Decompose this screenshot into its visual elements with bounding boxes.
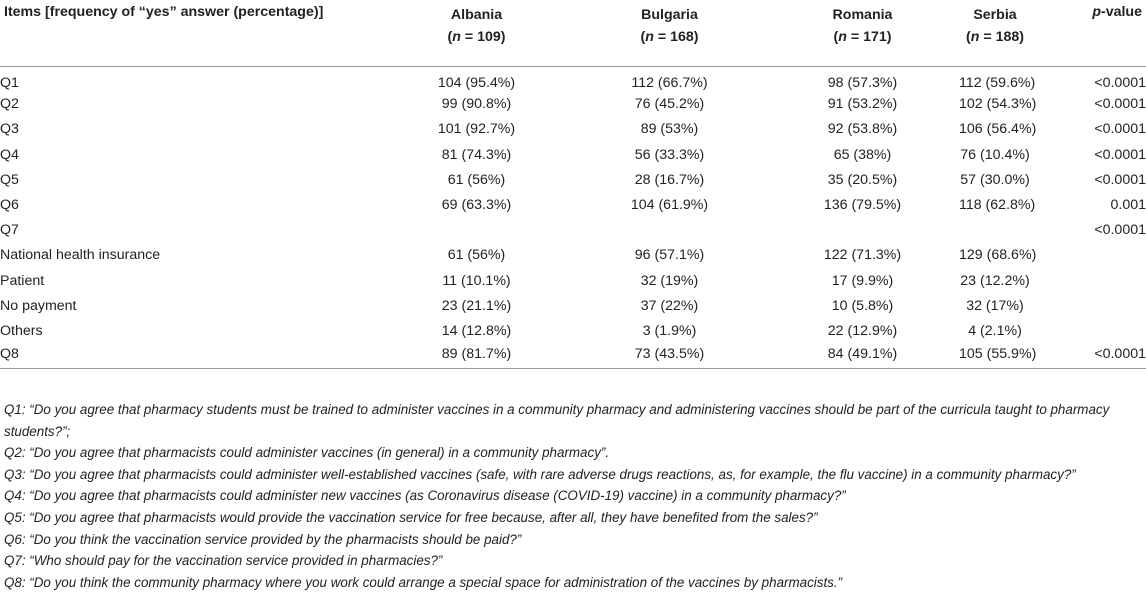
item-cell: Q5 bbox=[0, 171, 19, 188]
sample-size bbox=[766, 26, 959, 48]
table-row bbox=[0, 293, 1146, 318]
header-row bbox=[0, 4, 1146, 67]
item-cell: Q7 bbox=[0, 222, 19, 239]
bulgaria-cell bbox=[573, 218, 766, 243]
footnote: Q4: “Do you agree that pharmacists could administer new vaccines (as Coronavirus disease (COVID-19) vaccine) in a community pharmacy?” bbox=[4, 488, 846, 504]
albania-cell bbox=[380, 218, 573, 243]
bulgaria-cell: 32 (19%) bbox=[640, 272, 699, 289]
pvalue-cell bbox=[1031, 268, 1146, 293]
serbia-cell: 57 (30.0%) bbox=[960, 171, 1030, 188]
romania-cell: 92 (53.8%) bbox=[827, 121, 898, 138]
item-cell: Q4 bbox=[0, 146, 19, 163]
country-header-serbia bbox=[959, 4, 1031, 67]
albania-cell: 81 (74.3%) bbox=[441, 146, 512, 163]
pvalue-rest: -value bbox=[1100, 4, 1142, 20]
footnote: Q3: “Do you agree that pharmacists could administer well-established vaccines (safe, with rare adverse drugs reactions, as, for example, the flu vaccine) in a community pharmacy?” bbox=[4, 466, 1076, 482]
country-name: Bulgaria bbox=[641, 7, 698, 23]
bulgaria-cell: 96 (57.1%) bbox=[634, 247, 705, 264]
item-cell: Q2 bbox=[0, 96, 19, 113]
sample-size bbox=[380, 26, 573, 48]
romania-cell: 136 (79.5%) bbox=[823, 197, 902, 214]
romania-cell: 91 (53.2%) bbox=[827, 96, 898, 113]
bulgaria-cell: 3 (1.9%) bbox=[642, 322, 697, 339]
serbia-cell: 118 (62.8%) bbox=[959, 197, 1036, 214]
bulgaria-cell: 104 (61.9%) bbox=[630, 197, 709, 214]
results-table bbox=[0, 4, 1146, 369]
romania-cell: 122 (71.3%) bbox=[823, 247, 902, 264]
item-cell: Q1 bbox=[0, 75, 19, 92]
footnote: Q8: “Do you think the community pharmacy where you work could arrange a special space for administration of the vaccines by pharmacists.” bbox=[4, 574, 843, 590]
table-row bbox=[0, 344, 1146, 369]
pvalue-p: p bbox=[1092, 4, 1101, 20]
bulgaria-cell: 56 (33.3%) bbox=[634, 146, 705, 163]
sample-size bbox=[959, 26, 1031, 48]
romania-cell: 84 (49.1%) bbox=[827, 345, 898, 362]
romania-cell: 65 (38%) bbox=[833, 146, 892, 163]
table-row bbox=[0, 142, 1146, 167]
albania-cell: 99 (90.8%) bbox=[441, 96, 512, 113]
table-row bbox=[0, 67, 1146, 92]
serbia-cell: 106 (56.4%) bbox=[959, 121, 1037, 138]
n-value: = 168) bbox=[653, 29, 699, 45]
item-cell: Q8 bbox=[0, 345, 19, 362]
romania-cell: 98 (57.3%) bbox=[827, 75, 898, 92]
item-cell: Q3 bbox=[0, 121, 19, 138]
albania-cell: 14 (12.8%) bbox=[441, 322, 512, 339]
albania-cell: 11 (10.1%) bbox=[442, 272, 511, 289]
n-value: = 188) bbox=[979, 29, 1024, 45]
serbia-cell bbox=[959, 218, 1031, 243]
n-symbol: n bbox=[452, 29, 461, 45]
footnote: Q5: “Do you agree that pharmacists would provide the vaccination service for free because, after all, they have benefited from the sales?” bbox=[4, 509, 818, 525]
table-header bbox=[0, 4, 1146, 67]
albania-cell: 61 (56%) bbox=[447, 247, 506, 264]
pvalue-cell: <0.0001 bbox=[1094, 171, 1146, 188]
pvalue-cell: <0.0001 bbox=[1094, 75, 1146, 92]
serbia-cell: 32 (17%) bbox=[966, 297, 1024, 314]
serbia-cell: 112 (59.6%) bbox=[959, 75, 1036, 92]
bulgaria-cell: 76 (45.2%) bbox=[634, 96, 705, 113]
bulgaria-cell: 28 (16.7%) bbox=[634, 171, 705, 188]
pvalue-cell: <0.0001 bbox=[1094, 121, 1146, 138]
item-cell: Patient bbox=[0, 272, 45, 289]
serbia-cell: 129 (68.6%) bbox=[959, 247, 1037, 264]
footnote: Q1: “Do you agree that pharmacy students must be trained to administer vaccines in a community pharmacy and administering vaccines should be part of the curricula taught to pharmacy students?”; bbox=[4, 402, 1110, 439]
country-name: Romania bbox=[832, 7, 893, 23]
albania-cell: 101 (92.7%) bbox=[437, 121, 516, 138]
serbia-cell: 105 (55.9%) bbox=[959, 345, 1037, 362]
romania-cell: 22 (12.9%) bbox=[827, 322, 898, 339]
bulgaria-cell: 37 (22%) bbox=[640, 297, 699, 314]
paren-open: ( bbox=[966, 29, 971, 45]
items-header: Items [frequency of “yes” answer (percentage)] bbox=[4, 4, 324, 20]
footnote: Q7: “Who should pay for the vaccination service provided in pharmacies?” bbox=[4, 553, 443, 569]
pvalue-cell bbox=[1031, 318, 1146, 343]
bulgaria-cell: 89 (53%) bbox=[640, 121, 699, 138]
country-name: Serbia bbox=[973, 7, 1017, 23]
table-row bbox=[0, 167, 1146, 192]
serbia-cell: 4 (2.1%) bbox=[968, 322, 1022, 339]
serbia-cell: 76 (10.4%) bbox=[960, 146, 1030, 163]
pvalue-cell: 0.001 bbox=[1110, 197, 1146, 214]
n-symbol: n bbox=[838, 29, 847, 45]
albania-cell: 61 (56%) bbox=[447, 171, 506, 188]
table-row bbox=[0, 192, 1146, 217]
country-header-romania bbox=[766, 4, 959, 67]
paren-open: ( bbox=[833, 29, 839, 45]
table-row bbox=[0, 268, 1146, 293]
sample-size bbox=[573, 26, 766, 48]
albania-cell: 23 (21.1%) bbox=[441, 297, 512, 314]
n-symbol: n bbox=[970, 29, 980, 45]
pvalue-cell: <0.0001 bbox=[1094, 345, 1146, 362]
footnote: Q2: “Do you agree that pharmacists could administer vaccines (in general) in a community pharmacy”. bbox=[4, 445, 610, 461]
item-cell: Others bbox=[0, 322, 43, 339]
romania-cell: 10 (5.8%) bbox=[831, 297, 894, 314]
pvalue-cell bbox=[1031, 293, 1146, 318]
table-row bbox=[0, 218, 1146, 243]
table-row bbox=[0, 92, 1146, 117]
paren-open: ( bbox=[447, 29, 453, 45]
pvalue-cell bbox=[1031, 243, 1146, 268]
table-row bbox=[0, 117, 1146, 142]
bulgaria-cell: 73 (43.5%) bbox=[634, 345, 705, 362]
bulgaria-cell: 112 (66.7%) bbox=[631, 75, 708, 92]
albania-cell: 89 (81.7%) bbox=[441, 345, 512, 362]
country-header-albania bbox=[380, 4, 573, 67]
romania-cell: 35 (20.5%) bbox=[827, 171, 898, 188]
pvalue-cell: <0.0001 bbox=[1094, 222, 1146, 239]
country-name: Albania bbox=[450, 7, 503, 23]
item-cell: National health insurance bbox=[0, 247, 161, 264]
table-footnotes bbox=[4, 399, 1142, 593]
table-row bbox=[0, 243, 1146, 268]
albania-cell: 104 (95.4%) bbox=[437, 75, 516, 92]
n-value: = 109) bbox=[460, 29, 506, 45]
item-cell: No payment bbox=[0, 297, 77, 314]
romania-cell: 17 (9.9%) bbox=[831, 272, 894, 289]
n-value: = 171) bbox=[846, 29, 892, 45]
serbia-cell: 102 (54.3%) bbox=[959, 96, 1037, 113]
paren-open: ( bbox=[640, 29, 646, 45]
pvalue-header bbox=[1031, 4, 1146, 67]
serbia-cell: 23 (12.2%) bbox=[960, 272, 1030, 289]
item-cell: Q6 bbox=[0, 197, 19, 214]
pvalue-cell: <0.0001 bbox=[1094, 96, 1146, 113]
table-body bbox=[0, 67, 1146, 369]
albania-cell: 69 (63.3%) bbox=[441, 197, 512, 214]
country-header-bulgaria bbox=[573, 4, 766, 67]
n-symbol: n bbox=[645, 29, 654, 45]
table-row bbox=[0, 318, 1146, 343]
pvalue-cell: <0.0001 bbox=[1094, 146, 1146, 163]
romania-cell bbox=[766, 218, 959, 243]
footnote: Q6: “Do you think the vaccination service provided by the pharmacists should be paid?” bbox=[4, 531, 522, 547]
